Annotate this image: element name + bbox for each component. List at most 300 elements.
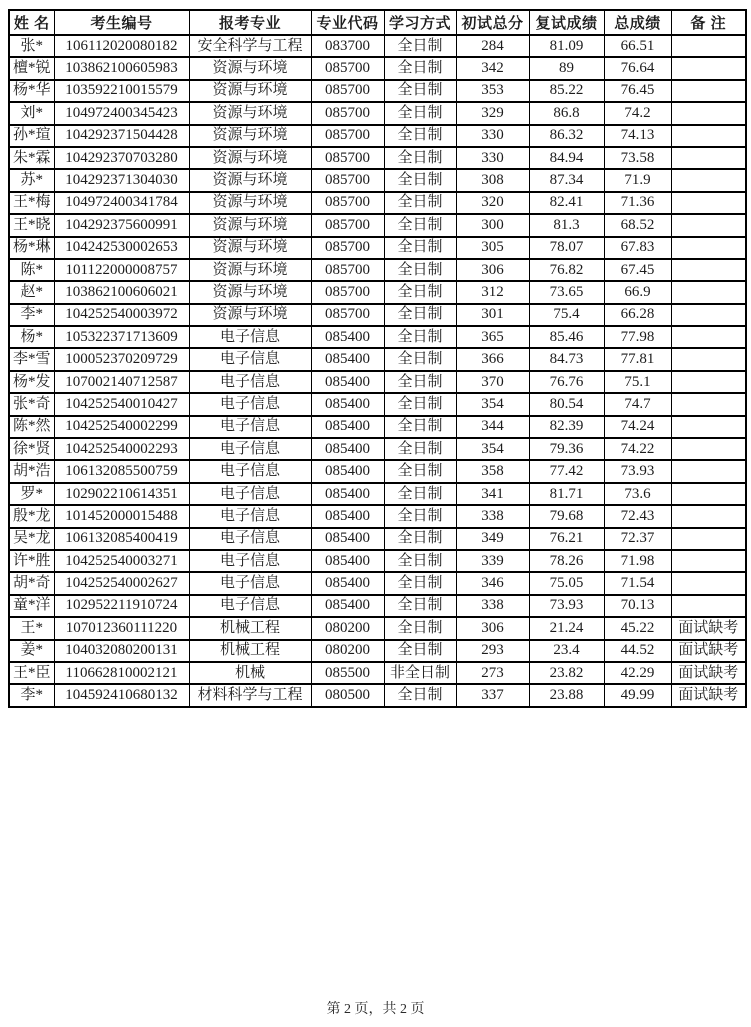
cell-major: 资源与环境 [189, 57, 311, 79]
cell-major-code: 085700 [311, 125, 384, 147]
cell-major: 电子信息 [189, 348, 311, 370]
cell-major-code: 080200 [311, 617, 384, 639]
table-row [9, 281, 746, 303]
cell-retest-score: 79.68 [529, 505, 604, 527]
cell-major-code: 085700 [311, 147, 384, 169]
header-row [9, 10, 746, 35]
cell-remark [671, 550, 746, 572]
header-major: 报考专业 [189, 10, 311, 35]
cell-total-score: 73.58 [604, 147, 671, 169]
cell-name: 檀*锐 [9, 57, 54, 79]
cell-name: 姜* [9, 640, 54, 662]
cell-major-code: 085500 [311, 662, 384, 684]
cell-initial-score: 312 [456, 281, 529, 303]
cell-study-mode: 全日制 [384, 505, 456, 527]
cell-name: 王* [9, 617, 54, 639]
cell-initial-score: 344 [456, 416, 529, 438]
cell-study-mode: 全日制 [384, 35, 456, 57]
cell-study-mode: 全日制 [384, 281, 456, 303]
cell-major-code: 085700 [311, 237, 384, 259]
table-row [9, 438, 746, 460]
cell-major-code: 085400 [311, 460, 384, 482]
cell-major-code: 085700 [311, 57, 384, 79]
header-major-code: 专业代码 [311, 10, 384, 35]
cell-initial-score: 293 [456, 640, 529, 662]
cell-study-mode: 全日制 [384, 147, 456, 169]
cell-name: 陈*然 [9, 416, 54, 438]
cell-major: 电子信息 [189, 483, 311, 505]
cell-initial-score: 338 [456, 595, 529, 617]
cell-major: 电子信息 [189, 550, 311, 572]
cell-name: 张* [9, 35, 54, 57]
cell-name: 童*洋 [9, 595, 54, 617]
table-row [9, 57, 746, 79]
cell-remark [671, 35, 746, 57]
cell-remark [671, 281, 746, 303]
table-row [9, 147, 746, 169]
cell-remark [671, 416, 746, 438]
table-row [9, 640, 746, 662]
cell-total-score: 70.13 [604, 595, 671, 617]
cell-retest-score: 21.24 [529, 617, 604, 639]
cell-major: 资源与环境 [189, 192, 311, 214]
header-study-mode: 学习方式 [384, 10, 456, 35]
cell-major-code: 085400 [311, 528, 384, 550]
cell-initial-score: 284 [456, 35, 529, 57]
cell-study-mode: 全日制 [384, 371, 456, 393]
cell-candidate-number: 104252540003972 [54, 304, 189, 326]
cell-candidate-number: 106132085400419 [54, 528, 189, 550]
cell-major: 机械工程 [189, 640, 311, 662]
cell-major-code: 085700 [311, 169, 384, 191]
cell-candidate-number: 104292370703280 [54, 147, 189, 169]
cell-study-mode: 全日制 [384, 214, 456, 236]
cell-study-mode: 全日制 [384, 259, 456, 281]
cell-initial-score: 365 [456, 326, 529, 348]
cell-study-mode: 全日制 [384, 550, 456, 572]
cell-name: 罗* [9, 483, 54, 505]
table-row [9, 684, 746, 706]
cell-candidate-number: 106112020080182 [54, 35, 189, 57]
cell-total-score: 72.43 [604, 505, 671, 527]
cell-remark [671, 460, 746, 482]
cell-major-code: 085700 [311, 304, 384, 326]
table-row [9, 460, 746, 482]
cell-major-code: 085400 [311, 505, 384, 527]
table-row [9, 662, 746, 684]
table-row [9, 416, 746, 438]
cell-retest-score: 73.93 [529, 595, 604, 617]
cell-remark [671, 102, 746, 124]
cell-major-code: 085700 [311, 102, 384, 124]
cell-name: 王*臣 [9, 662, 54, 684]
header-remark: 备 注 [671, 10, 746, 35]
results-table [8, 9, 747, 708]
cell-major: 电子信息 [189, 438, 311, 460]
table-row [9, 192, 746, 214]
cell-major-code: 085400 [311, 326, 384, 348]
cell-initial-score: 329 [456, 102, 529, 124]
cell-initial-score: 306 [456, 617, 529, 639]
table-row [9, 505, 746, 527]
cell-major: 资源与环境 [189, 237, 311, 259]
cell-major-code: 080200 [311, 640, 384, 662]
cell-retest-score: 76.82 [529, 259, 604, 281]
cell-major-code: 085700 [311, 214, 384, 236]
cell-study-mode: 全日制 [384, 416, 456, 438]
header-retest-score: 复试成绩 [529, 10, 604, 35]
cell-retest-score: 89 [529, 57, 604, 79]
cell-total-score: 71.9 [604, 169, 671, 191]
cell-initial-score: 306 [456, 259, 529, 281]
cell-retest-score: 73.65 [529, 281, 604, 303]
table-row [9, 348, 746, 370]
cell-retest-score: 81.71 [529, 483, 604, 505]
cell-name: 陈* [9, 259, 54, 281]
table-body [9, 35, 746, 707]
cell-retest-score: 79.36 [529, 438, 604, 460]
cell-study-mode: 全日制 [384, 237, 456, 259]
cell-candidate-number: 104252540002299 [54, 416, 189, 438]
cell-remark [671, 528, 746, 550]
table-row [9, 304, 746, 326]
cell-candidate-number: 104252540002293 [54, 438, 189, 460]
cell-name: 李*雪 [9, 348, 54, 370]
cell-remark [671, 505, 746, 527]
cell-study-mode: 全日制 [384, 617, 456, 639]
cell-initial-score: 330 [456, 147, 529, 169]
cell-study-mode: 全日制 [384, 57, 456, 79]
cell-major: 电子信息 [189, 393, 311, 415]
cell-total-score: 44.52 [604, 640, 671, 662]
cell-initial-score: 353 [456, 80, 529, 102]
cell-name: 杨* [9, 326, 54, 348]
page-number-footer: 第 2 页，共 2 页 [326, 1002, 425, 1017]
cell-retest-score: 87.34 [529, 169, 604, 191]
cell-total-score: 75.1 [604, 371, 671, 393]
cell-name: 苏* [9, 169, 54, 191]
cell-name: 张*奇 [9, 393, 54, 415]
cell-remark: 面试缺考 [671, 684, 746, 706]
cell-candidate-number: 102902210614351 [54, 483, 189, 505]
cell-retest-score: 23.88 [529, 684, 604, 706]
table-row [9, 483, 746, 505]
cell-study-mode: 全日制 [384, 304, 456, 326]
cell-initial-score: 370 [456, 371, 529, 393]
cell-major: 机械 [189, 662, 311, 684]
table-row [9, 528, 746, 550]
cell-major-code: 085700 [311, 259, 384, 281]
cell-total-score: 73.6 [604, 483, 671, 505]
cell-total-score: 71.36 [604, 192, 671, 214]
cell-initial-score: 366 [456, 348, 529, 370]
cell-total-score: 45.22 [604, 617, 671, 639]
cell-major-code: 085400 [311, 483, 384, 505]
cell-total-score: 77.81 [604, 348, 671, 370]
cell-name: 孙*瑄 [9, 125, 54, 147]
cell-study-mode: 全日制 [384, 326, 456, 348]
cell-retest-score: 82.41 [529, 192, 604, 214]
cell-study-mode: 全日制 [384, 102, 456, 124]
cell-name: 徐*贤 [9, 438, 54, 460]
cell-name: 许*胜 [9, 550, 54, 572]
cell-major: 电子信息 [189, 572, 311, 594]
cell-retest-score: 23.4 [529, 640, 604, 662]
cell-major: 资源与环境 [189, 125, 311, 147]
table-row [9, 595, 746, 617]
cell-study-mode: 全日制 [384, 192, 456, 214]
cell-retest-score: 85.46 [529, 326, 604, 348]
cell-major: 资源与环境 [189, 281, 311, 303]
cell-retest-score: 23.82 [529, 662, 604, 684]
cell-name: 赵* [9, 281, 54, 303]
cell-name: 李* [9, 684, 54, 706]
cell-major: 资源与环境 [189, 304, 311, 326]
cell-initial-score: 341 [456, 483, 529, 505]
cell-candidate-number: 104252540010427 [54, 393, 189, 415]
cell-total-score: 74.22 [604, 438, 671, 460]
cell-retest-score: 76.21 [529, 528, 604, 550]
cell-initial-score: 301 [456, 304, 529, 326]
cell-study-mode: 全日制 [384, 169, 456, 191]
cell-retest-score: 76.76 [529, 371, 604, 393]
cell-major-code: 085700 [311, 80, 384, 102]
cell-total-score: 73.93 [604, 460, 671, 482]
cell-candidate-number: 101452000015488 [54, 505, 189, 527]
table-row [9, 393, 746, 415]
cell-total-score: 74.24 [604, 416, 671, 438]
cell-retest-score: 77.42 [529, 460, 604, 482]
cell-initial-score: 330 [456, 125, 529, 147]
cell-candidate-number: 107012360111220 [54, 617, 189, 639]
cell-retest-score: 82.39 [529, 416, 604, 438]
cell-initial-score: 300 [456, 214, 529, 236]
table-row [9, 169, 746, 191]
cell-study-mode: 全日制 [384, 572, 456, 594]
cell-total-score: 74.2 [604, 102, 671, 124]
cell-major: 资源与环境 [189, 102, 311, 124]
cell-remark [671, 483, 746, 505]
cell-study-mode: 全日制 [384, 80, 456, 102]
cell-major-code: 085400 [311, 438, 384, 460]
cell-major: 机械工程 [189, 617, 311, 639]
cell-candidate-number: 103862100605983 [54, 57, 189, 79]
cell-candidate-number: 105322371713609 [54, 326, 189, 348]
cell-retest-score: 81.3 [529, 214, 604, 236]
cell-major: 电子信息 [189, 528, 311, 550]
cell-major-code: 085400 [311, 371, 384, 393]
cell-name: 杨*琳 [9, 237, 54, 259]
cell-initial-score: 338 [456, 505, 529, 527]
cell-total-score: 68.52 [604, 214, 671, 236]
cell-initial-score: 342 [456, 57, 529, 79]
cell-major: 资源与环境 [189, 147, 311, 169]
cell-total-score: 67.83 [604, 237, 671, 259]
cell-retest-score: 78.26 [529, 550, 604, 572]
cell-remark [671, 192, 746, 214]
cell-candidate-number: 102952211910724 [54, 595, 189, 617]
cell-initial-score: 337 [456, 684, 529, 706]
cell-remark [671, 125, 746, 147]
cell-initial-score: 358 [456, 460, 529, 482]
cell-initial-score: 349 [456, 528, 529, 550]
cell-total-score: 66.28 [604, 304, 671, 326]
cell-remark: 面试缺考 [671, 640, 746, 662]
cell-candidate-number: 103592210015579 [54, 80, 189, 102]
cell-major: 电子信息 [189, 505, 311, 527]
cell-remark [671, 80, 746, 102]
cell-remark [671, 304, 746, 326]
header-candidate-number: 考生编号 [54, 10, 189, 35]
cell-candidate-number: 101122000008757 [54, 259, 189, 281]
cell-initial-score: 320 [456, 192, 529, 214]
cell-major-code: 085400 [311, 348, 384, 370]
cell-major-code: 085400 [311, 550, 384, 572]
cell-initial-score: 339 [456, 550, 529, 572]
cell-major-code: 085700 [311, 281, 384, 303]
cell-retest-score: 81.09 [529, 35, 604, 57]
cell-retest-score: 86.32 [529, 125, 604, 147]
cell-total-score: 66.51 [604, 35, 671, 57]
cell-total-score: 76.45 [604, 80, 671, 102]
cell-retest-score: 84.94 [529, 147, 604, 169]
cell-total-score: 66.9 [604, 281, 671, 303]
cell-remark [671, 348, 746, 370]
cell-candidate-number: 103862100606021 [54, 281, 189, 303]
cell-study-mode: 全日制 [384, 125, 456, 147]
cell-candidate-number: 106132085500759 [54, 460, 189, 482]
cell-initial-score: 354 [456, 438, 529, 460]
table-row [9, 35, 746, 57]
cell-remark [671, 169, 746, 191]
cell-candidate-number: 107002140712587 [54, 371, 189, 393]
table-row [9, 572, 746, 594]
cell-total-score: 42.29 [604, 662, 671, 684]
cell-major: 资源与环境 [189, 169, 311, 191]
cell-major-code: 085700 [311, 192, 384, 214]
cell-major: 材料科学与工程 [189, 684, 311, 706]
cell-retest-score: 75.4 [529, 304, 604, 326]
cell-total-score: 74.13 [604, 125, 671, 147]
cell-remark: 面试缺考 [671, 617, 746, 639]
cell-candidate-number: 104292371504428 [54, 125, 189, 147]
cell-name: 胡*奇 [9, 572, 54, 594]
cell-study-mode: 全日制 [384, 483, 456, 505]
cell-remark [671, 147, 746, 169]
table-row [9, 326, 746, 348]
table-row [9, 371, 746, 393]
cell-initial-score: 308 [456, 169, 529, 191]
cell-initial-score: 305 [456, 237, 529, 259]
cell-name: 刘* [9, 102, 54, 124]
table-row [9, 80, 746, 102]
cell-major-code: 085400 [311, 393, 384, 415]
cell-name: 王*梅 [9, 192, 54, 214]
cell-retest-score: 86.8 [529, 102, 604, 124]
cell-remark [671, 572, 746, 594]
cell-candidate-number: 104292371304030 [54, 169, 189, 191]
cell-name: 杨*华 [9, 80, 54, 102]
table-row [9, 214, 746, 236]
cell-retest-score: 85.22 [529, 80, 604, 102]
table-row [9, 237, 746, 259]
cell-study-mode: 全日制 [384, 528, 456, 550]
table-row [9, 102, 746, 124]
cell-study-mode: 全日制 [384, 348, 456, 370]
cell-retest-score: 80.54 [529, 393, 604, 415]
cell-remark [671, 259, 746, 281]
cell-name: 李* [9, 304, 54, 326]
cell-candidate-number: 104972400341784 [54, 192, 189, 214]
cell-remark [671, 595, 746, 617]
header-name: 姓 名 [9, 10, 54, 35]
cell-study-mode: 非全日制 [384, 662, 456, 684]
table-row [9, 125, 746, 147]
cell-remark [671, 393, 746, 415]
cell-major-code: 083700 [311, 35, 384, 57]
cell-study-mode: 全日制 [384, 393, 456, 415]
cell-major-code: 085400 [311, 572, 384, 594]
cell-remark: 面试缺考 [671, 662, 746, 684]
cell-major: 资源与环境 [189, 214, 311, 236]
table-row [9, 617, 746, 639]
cell-total-score: 74.7 [604, 393, 671, 415]
cell-remark [671, 237, 746, 259]
cell-candidate-number: 104252540002627 [54, 572, 189, 594]
cell-major: 电子信息 [189, 416, 311, 438]
cell-study-mode: 全日制 [384, 595, 456, 617]
cell-remark [671, 371, 746, 393]
cell-study-mode: 全日制 [384, 640, 456, 662]
cell-remark [671, 326, 746, 348]
cell-candidate-number: 100052370209729 [54, 348, 189, 370]
cell-major: 电子信息 [189, 595, 311, 617]
cell-candidate-number: 110662810002121 [54, 662, 189, 684]
cell-name: 王*晓 [9, 214, 54, 236]
cell-major-code: 085400 [311, 416, 384, 438]
cell-initial-score: 346 [456, 572, 529, 594]
cell-candidate-number: 104972400345423 [54, 102, 189, 124]
cell-study-mode: 全日制 [384, 438, 456, 460]
cell-name: 殷*龙 [9, 505, 54, 527]
cell-major: 电子信息 [189, 326, 311, 348]
cell-initial-score: 273 [456, 662, 529, 684]
cell-candidate-number: 104032080200131 [54, 640, 189, 662]
cell-name: 杨*发 [9, 371, 54, 393]
cell-study-mode: 全日制 [384, 684, 456, 706]
cell-major-code: 080500 [311, 684, 384, 706]
cell-total-score: 77.98 [604, 326, 671, 348]
table-row [9, 550, 746, 572]
cell-total-score: 76.64 [604, 57, 671, 79]
cell-total-score: 49.99 [604, 684, 671, 706]
cell-major: 安全科学与工程 [189, 35, 311, 57]
cell-total-score: 71.54 [604, 572, 671, 594]
cell-total-score: 71.98 [604, 550, 671, 572]
cell-remark [671, 214, 746, 236]
cell-name: 吴*龙 [9, 528, 54, 550]
cell-major: 资源与环境 [189, 259, 311, 281]
cell-name: 胡*浩 [9, 460, 54, 482]
cell-candidate-number: 104252540003271 [54, 550, 189, 572]
cell-remark [671, 438, 746, 460]
header-initial-score: 初试总分 [456, 10, 529, 35]
cell-remark [671, 57, 746, 79]
cell-total-score: 67.45 [604, 259, 671, 281]
cell-candidate-number: 104292375600991 [54, 214, 189, 236]
cell-name: 朱*霖 [9, 147, 54, 169]
cell-retest-score: 75.05 [529, 572, 604, 594]
